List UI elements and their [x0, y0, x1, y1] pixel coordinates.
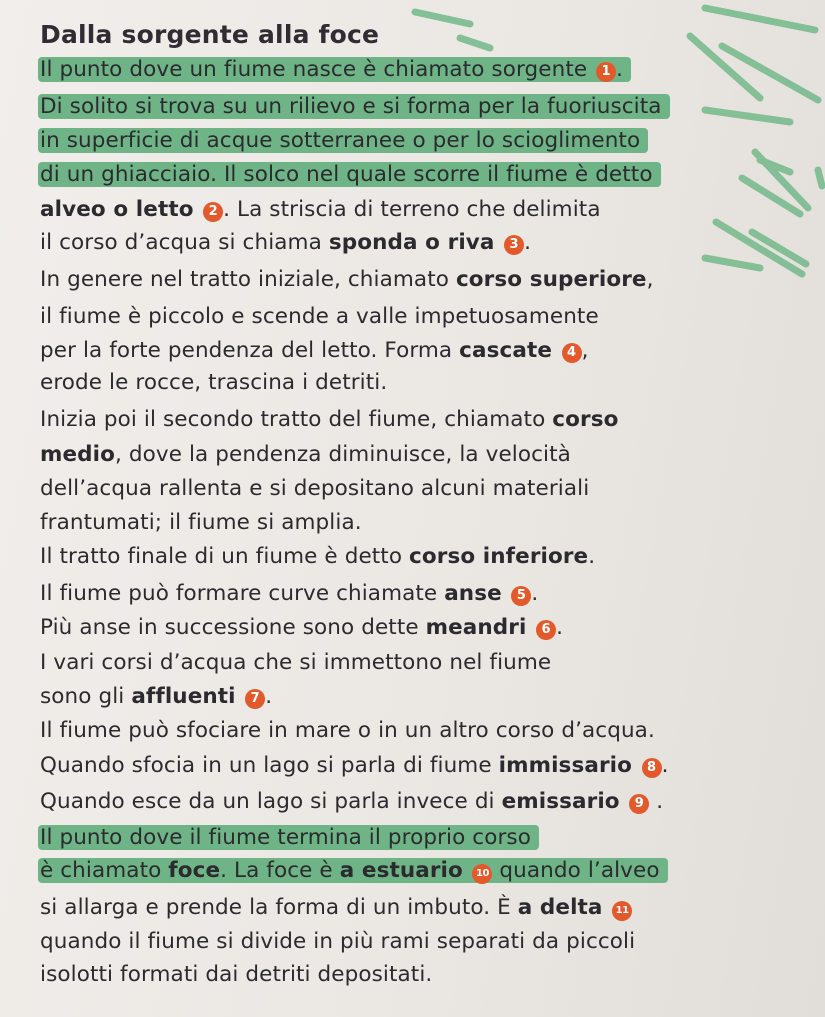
text-segment: il fiume è piccolo e scende a valle impetuosamente	[40, 304, 599, 329]
figure-reference-badge: 11	[612, 901, 632, 921]
key-term: a estuario	[339, 858, 471, 883]
text-line	[40, 475, 589, 503]
text-line	[40, 961, 432, 989]
text-segment: .	[588, 544, 596, 569]
line-content	[40, 476, 589, 501]
text-segment: .	[265, 684, 273, 709]
text-segment: .	[531, 581, 539, 606]
text-segment: Il fiume può sfociare in mare o in un altro corso d’acqua.	[40, 718, 655, 743]
line-content	[40, 230, 531, 255]
text-segment: per la forte pendenza del letto. Forma	[40, 338, 460, 363]
line-content	[40, 615, 563, 640]
text-line	[40, 614, 563, 642]
margin-mark	[705, 110, 790, 122]
text-segment: Il fiume può formare curve chiamate	[40, 581, 445, 606]
line-content	[40, 338, 589, 363]
text-line	[40, 369, 387, 397]
text-segment: si allarga e prende la forma di un imbuto. È	[40, 895, 518, 920]
line-content	[40, 650, 551, 675]
text-line	[40, 161, 661, 189]
text-segment: è chiamato	[40, 858, 169, 883]
text-segment: ,	[646, 267, 654, 292]
text-segment: Il punto dove il fiume termina il proprio corso	[40, 825, 531, 850]
key-term: alveo o letto	[40, 197, 202, 222]
text-line	[40, 406, 618, 434]
key-term: a delta	[517, 895, 611, 920]
text-line	[40, 580, 538, 608]
text-segment: Di solito si trova su un rilievo e si forma per la fuoriuscita	[40, 94, 662, 119]
text-segment: .	[616, 57, 624, 82]
text-segment: Quando sfocia in un lago si parla di fiume	[40, 753, 499, 778]
text-line	[40, 93, 670, 121]
text-segment: il corso d’acqua si chiama	[40, 230, 329, 255]
text-segment: .	[524, 230, 532, 255]
line-content	[38, 825, 539, 850]
text-segment: Il tratto finale di un fiume è detto	[40, 544, 410, 569]
line-content	[40, 544, 595, 569]
key-term: sponda o riva	[328, 230, 503, 255]
text-segment: .	[556, 615, 563, 640]
line-content	[40, 718, 655, 743]
key-term: immissario	[498, 753, 640, 778]
margin-mark	[818, 170, 822, 186]
text-segment: ,	[581, 338, 589, 363]
key-term: corso superiore	[455, 267, 647, 292]
text-segment: sono gli	[40, 684, 132, 709]
text-line	[40, 543, 595, 571]
text-segment: .	[661, 753, 669, 778]
text-line	[40, 649, 551, 677]
text-segment: In genere nel tratto iniziale, chiamato	[40, 267, 456, 292]
key-term: meandri	[425, 615, 535, 640]
text-segment: dell’acqua rallenta e si depositano alcuni materiali	[40, 476, 590, 501]
figure-reference-badge: 6	[536, 620, 556, 640]
key-term: medio	[40, 442, 116, 467]
line-content	[40, 304, 599, 329]
text-segment: .	[649, 789, 664, 814]
text-segment: quando l’alveo	[492, 858, 660, 883]
text-line	[40, 337, 589, 365]
line-content	[40, 581, 538, 606]
line-content	[40, 442, 571, 467]
text-segment: di un ghiacciaio. Il solco nel quale scorre il fiume è detto	[40, 162, 653, 187]
text-line	[40, 266, 654, 294]
line-content	[40, 267, 654, 292]
line-content	[38, 128, 648, 153]
text-line	[40, 127, 648, 155]
text-line	[40, 303, 599, 331]
figure-reference-badge: 4	[562, 343, 582, 363]
margin-mark	[705, 8, 815, 30]
line-content	[40, 895, 632, 920]
text-segment: . La foce è	[220, 858, 340, 883]
figure-reference-badge: 7	[245, 689, 265, 709]
line-content	[40, 789, 663, 814]
line-content	[40, 684, 272, 709]
figure-reference-badge: 1	[596, 62, 616, 82]
figure-reference-badge: 3	[504, 235, 524, 255]
text-line	[40, 857, 668, 885]
figure-reference-badge: 8	[642, 758, 662, 778]
text-segment: Più anse in successione sono dette	[40, 615, 426, 640]
figure-reference-badge: 9	[629, 794, 649, 814]
key-term: cascate	[459, 338, 560, 363]
line-content	[40, 753, 669, 778]
text-segment: Il punto dove un fiume nasce è chiamato sorgente	[40, 57, 595, 82]
text-line	[40, 788, 663, 816]
text-segment: frantumati; il fiume si amplia.	[40, 510, 362, 535]
text-segment: Inizia poi il secondo tratto del fiume, chiamato	[40, 407, 553, 432]
text-line	[40, 229, 531, 257]
key-term: corso	[552, 407, 619, 432]
line-content	[40, 197, 601, 222]
line-content	[38, 57, 631, 82]
key-term: affluenti	[131, 684, 244, 709]
key-term: foce	[168, 858, 221, 883]
text-segment: isolotti formati dai detriti depositati.	[40, 962, 433, 987]
line-content	[40, 929, 635, 954]
line-content	[38, 162, 661, 187]
text-segment: in superficie di acque sotterranee o per lo scioglimento	[40, 128, 641, 153]
margin-mark	[705, 258, 760, 268]
text-line	[40, 824, 539, 852]
line-content	[40, 962, 432, 987]
line-content	[38, 858, 668, 883]
text-segment: Quando esce da un lago si parla invece di	[40, 789, 502, 814]
text-segment: I vari corsi d’acqua che si immettono nel fiume	[40, 650, 552, 675]
text-segment: , dove la pendenza diminuisce, la velocità	[115, 442, 571, 467]
key-term: anse	[444, 581, 510, 606]
line-content	[40, 510, 362, 535]
line-content	[40, 370, 387, 395]
text-line	[40, 683, 272, 711]
figure-reference-badge: 5	[511, 586, 531, 606]
figure-reference-badge: 2	[203, 202, 223, 222]
page-title: Dalla sorgente alla foce	[40, 20, 380, 49]
line-content	[38, 94, 670, 119]
figure-reference-badge: 10	[472, 864, 492, 884]
key-term: corso inferiore	[409, 544, 589, 569]
text-line	[40, 196, 601, 224]
text-line	[40, 928, 635, 956]
margin-mark	[415, 12, 470, 24]
line-content	[40, 407, 618, 432]
text-line	[40, 509, 362, 537]
text-segment: quando il fiume si divide in più rami separati da piccoli	[40, 929, 636, 954]
text-line	[40, 894, 632, 922]
key-term: emissario	[501, 789, 628, 814]
text-segment: erode le rocce, trascina i detriti.	[40, 370, 388, 395]
margin-mark	[460, 38, 490, 48]
text-segment: . La striscia di terreno che delimita	[223, 197, 601, 222]
text-line	[40, 752, 669, 780]
text-line	[40, 717, 655, 745]
margin-mark	[742, 178, 800, 214]
text-line	[40, 56, 631, 84]
text-line	[40, 441, 571, 469]
